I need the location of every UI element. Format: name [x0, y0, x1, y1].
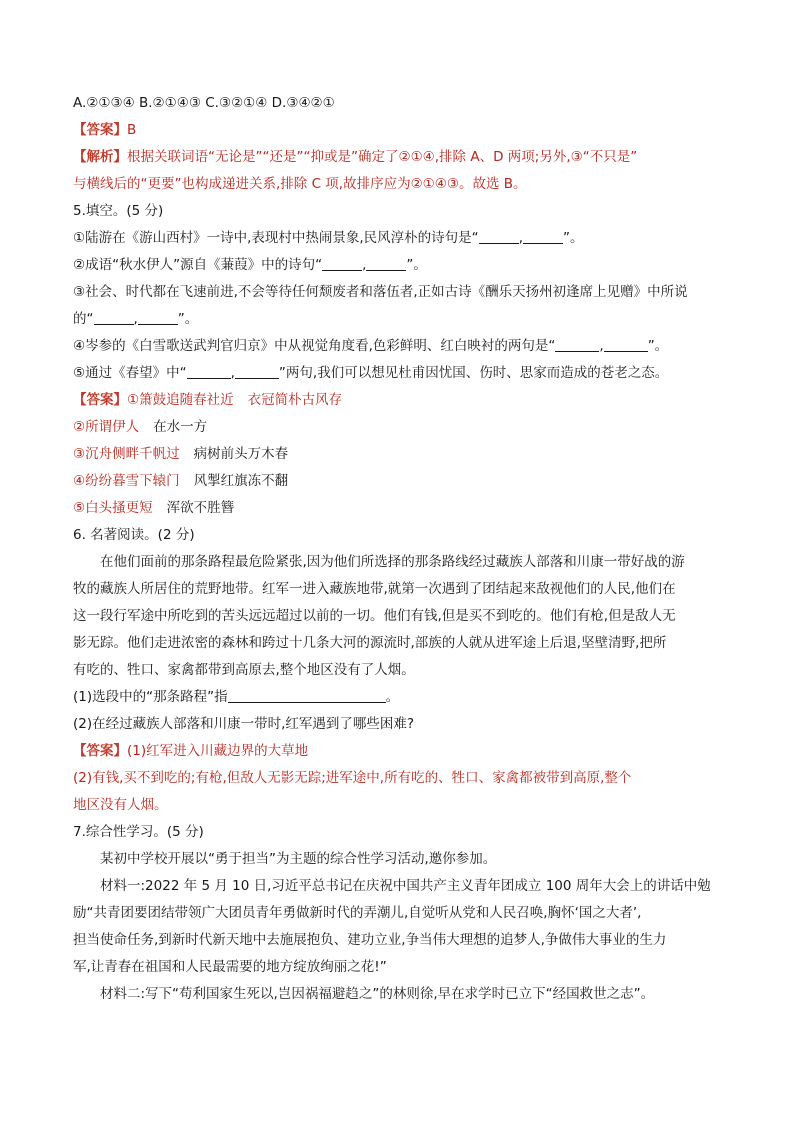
- analysis-label: 【解析】: [73, 149, 127, 165]
- answer-blank[interactable]: [322, 254, 362, 271]
- q6-sub-question-1: (1)选段中的“那条路程”指 。: [73, 684, 743, 711]
- q6-sub-question-2: (2)在经过藏族人部落和川康一带时,红军遇到了哪些困难?: [73, 716, 415, 732]
- document-page: [73, 90, 743, 1008]
- answer-blank[interactable]: [604, 335, 648, 352]
- answer-label: 【答案】: [73, 743, 127, 759]
- q5-item-2: ②成语“秋水伊人”源自《蒹葭》中的诗句“ , ”。: [73, 252, 743, 279]
- answer-blank[interactable]: [94, 308, 134, 325]
- q6-answer-2-cont: 地区没有人烟。: [73, 797, 168, 813]
- q7-intro: 某初中学校开展以“勇于担当”为主题的综合性学习活动,邀你参加。: [100, 851, 497, 867]
- q6-passage-line: 牧的藏族人所居住的荒野地带。红军一进入藏族地带,就第一次遇到了团结起来敌视他们的人民,他们在: [73, 581, 676, 597]
- answer-blank[interactable]: [187, 362, 231, 379]
- q7-material-1-cont: 军,让青春在祖国和人民最需要的地方绽放绚丽之花!”: [73, 959, 387, 975]
- q6-passage-line: 有吃的、牲口、家禽都带到高原去,整个地区没有了人烟。: [73, 662, 415, 678]
- q4-options: A.②①③④ B.②①④③ C.③②①④ D.③④②①: [73, 95, 335, 111]
- q6-answer-1: 【答案】(1)红军进入川藏边界的大草地: [73, 743, 309, 759]
- q6-answer-2: (2)有钱,买不到吃的;有枪,但敌人无影无踪;进军途中,所有吃的、牲口、家禽都被带到高原,整个: [73, 770, 632, 786]
- answer-blank[interactable]: [235, 362, 279, 379]
- answer-blank[interactable]: [479, 227, 519, 244]
- q5-answer-1: 【答案】①箫鼓追随春社近 衣冠简朴古风存: [73, 392, 343, 408]
- q5-answer-5: ⑤白头搔更短 浑欲不胜簪: [73, 500, 235, 516]
- q5-item-1: ①陆游在《游山西村》一诗中,表现村中热闹景象,民风淳朴的诗句是“ , ”。: [73, 225, 743, 252]
- q6-passage-line: 在他们面前的那条路程最危险紧张,因为他们所选择的那条路线经过藏族人部落和川康一带好战的游: [100, 554, 685, 570]
- answer-blank[interactable]: [555, 335, 599, 352]
- q5-answer-3: ③沉舟侧畔千帆过 病树前头万木春: [73, 446, 289, 462]
- q7-material-1-cont: 担当使命任务,到新时代新天地中去施展抱负、建功立业,争当伟大理想的追梦人,争做伟大事业的生力: [73, 932, 667, 948]
- q5-answer-4: ④纷纷暮雪下辕门 风掣红旗冻不翻: [73, 473, 289, 489]
- q7-title: 7.综合性学习。(5 分): [73, 824, 204, 840]
- q5-answer-2: ②所谓伊人 在水一方: [73, 419, 208, 435]
- answer-blank[interactable]: [138, 308, 178, 325]
- answer-text: B: [127, 122, 137, 138]
- q6-title: 6. 名著阅读。(2 分): [73, 527, 195, 543]
- answer-blank[interactable]: [523, 227, 563, 244]
- q6-passage-line: 影无踪。他们走进浓密的森林和跨过十几条大河的源流时,部族的人就从进军途上后退,坚壁清野,把所: [73, 635, 667, 651]
- q4-analysis-line-1: 【解析】根据关联词语“无论是”“还是”“抑或是”确定了②①④,排除 A、D 两项;另外,③“不只是”: [73, 149, 638, 165]
- q4-answer: [73, 117, 743, 144]
- q5-item-4: ④岑参的《白雪歌送武判官归京》中从视觉角度看,色彩鲜明、红白映衬的两句是“ , ”。: [73, 333, 743, 360]
- q7-material-1-cont: 励“共青团要团结带领广大团员青年勇做新时代的弄潮儿,自觉听从党和人民召唤,胸怀‘国之大者’,: [73, 905, 642, 921]
- q7-material-1: 材料一:2022 年 5 月 10 日,习近平总书记在庆祝中国共产主义青年团成立 100 周年大会上的讲话中勉: [100, 878, 711, 894]
- answer-blank[interactable]: [228, 686, 386, 703]
- q5-item-3: ③社会、时代都在飞速前进,不会等待任何颓废者和落伍者,正如古诗《酬乐天扬州初逢席上见赠》中所说: [73, 284, 688, 300]
- q6-passage-line: 这一段行军途中所吃到的苦头远远超过以前的一切。他们有钱,但是买不到吃的。他们有枪,但是敌人无: [73, 608, 676, 624]
- q5-item-3-cont: 的“ , ”。: [73, 306, 743, 333]
- answer-label: 【答案】: [73, 122, 127, 138]
- q4-analysis-line-2: 与横线后的“更要”也构成递进关系,排除 C 项,故排序应为②①④③。故选 B。: [73, 176, 527, 192]
- q5-item-5: ⑤通过《春望》中“ , ”两句,我们可以想见杜甫因忧国、伤时、思家而造成的苍老之态。: [73, 360, 743, 387]
- answer-blank[interactable]: [366, 254, 406, 271]
- q7-material-2: 材料二:写下“苟利国家生死以,岂因祸福避趋之”的林则徐,早在求学时已立下“经国救世之志”。: [100, 986, 655, 1002]
- answer-label: 【答案】: [73, 392, 127, 408]
- q5-title: 5.填空。(5 分): [73, 203, 164, 219]
